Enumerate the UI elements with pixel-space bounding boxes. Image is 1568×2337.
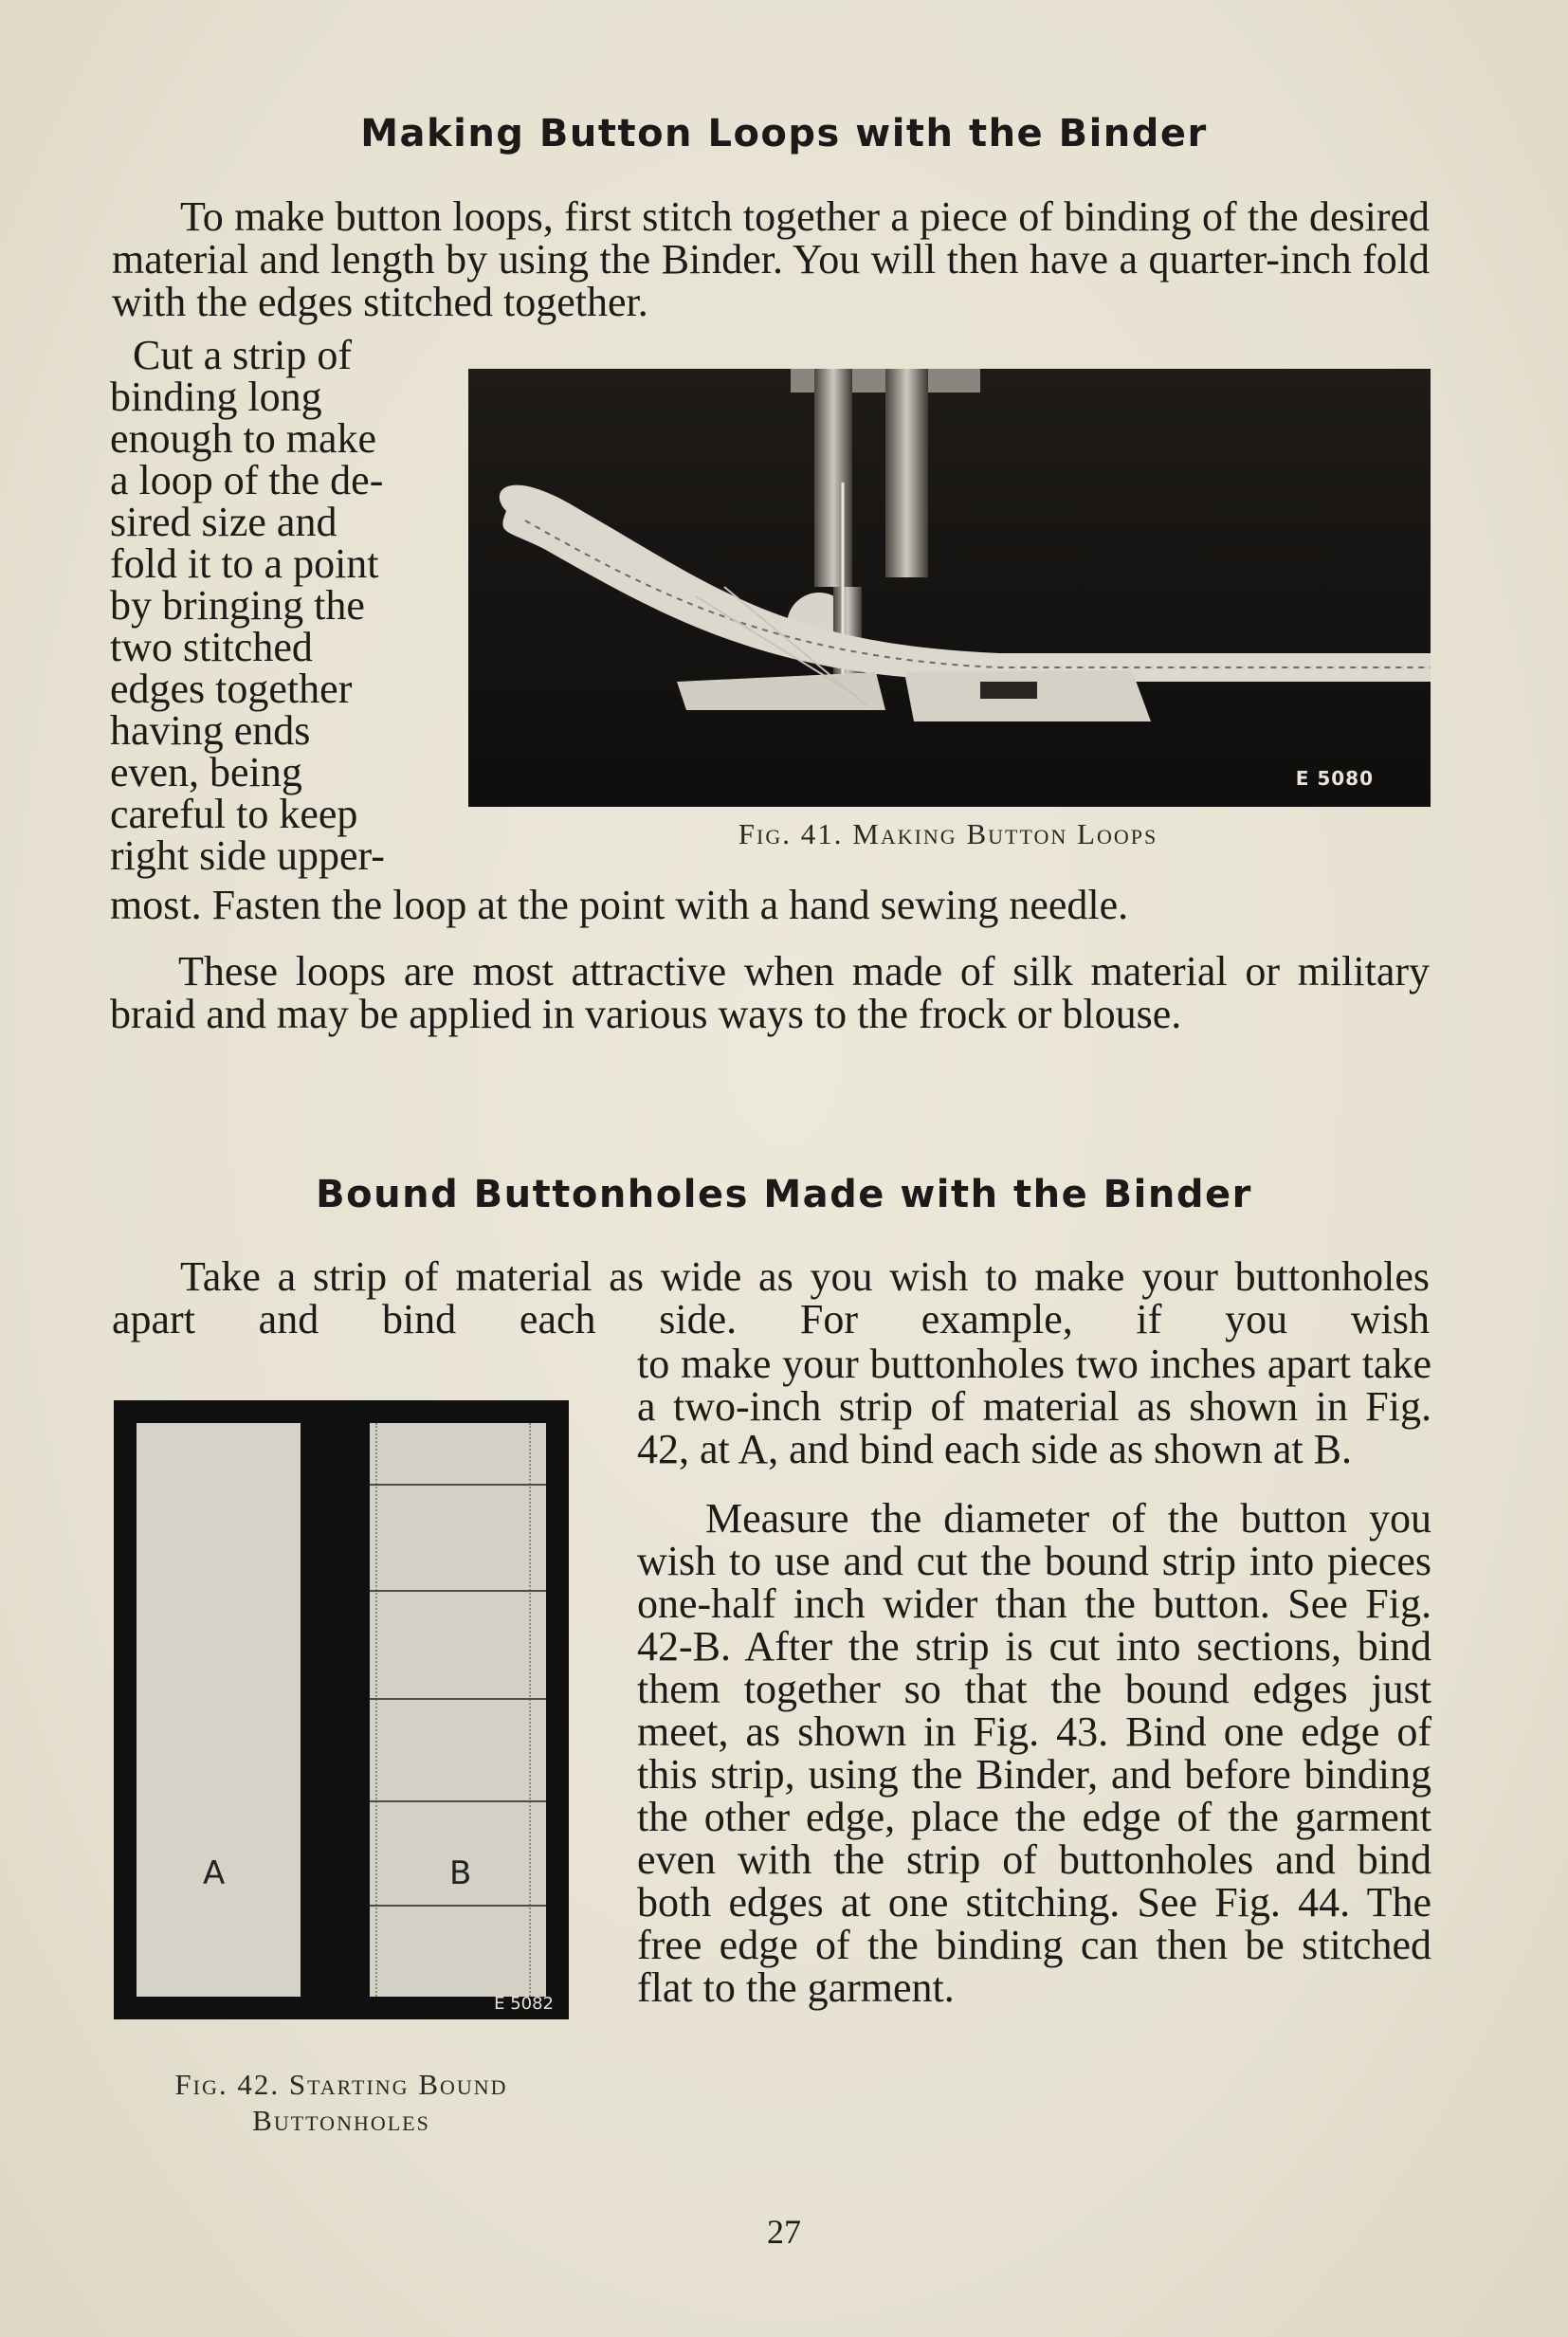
right-column-p2: Measure the diameter of the button you wish to use and cut the bound strip into pieces one-half inch wider than the button. See Fig. 42-B. After the strip is cut into sections, bind them together so that the bound edges just meet, as shown in Fig. 43. Bind one edge of this strip, using the Binder, and before binding the other edge, place the edge of the garment even with the strip of buttonholes and bind both edges at one stitching. See Fig. 44. The free edge of the binding can then be stitched flat to the garment. — [637, 1495, 1431, 2011]
figure-42-caption-line1: Fig. 42. Starting Bound — [174, 2068, 508, 2101]
side-column-line: edges together — [110, 666, 353, 712]
strip-b-cut-line — [370, 1698, 546, 1700]
section-heading-bound-buttonholes: Bound Buttonholes Made with the Binder — [316, 1173, 1252, 1216]
loops-paragraph — [110, 950, 1430, 1035]
strip-b-label: B — [449, 1854, 472, 1892]
side-column-line: Cut a strip of — [133, 332, 352, 378]
side-column-line: by bringing the — [110, 582, 365, 629]
side-column-line: right side upper- — [110, 832, 385, 879]
continuation-paragraph — [110, 884, 1430, 926]
section-heading-button-loops: Making Button Loops with the Binder — [360, 112, 1208, 155]
figure-41-caption: Fig. 41. Making Button Loops — [738, 817, 1158, 850]
figure-42-caption-line2: Buttonholes — [252, 2104, 430, 2137]
strip-b-cut-line — [370, 1590, 546, 1592]
right-column-p1: to make your buttonholes two inches apart take a two-inch strip of material as shown in Fig. 42, at A, and bind each side as shown at B. — [637, 1341, 1431, 1472]
intro-paragraph — [112, 195, 1430, 323]
side-column-text — [110, 332, 426, 879]
strip-b-cut-line — [370, 1905, 546, 1907]
strip-a — [137, 1423, 301, 1997]
figure-41-code: E 5080 — [1295, 767, 1374, 790]
page-number: 27 — [767, 2213, 801, 2251]
strip-b-cut-line — [370, 1484, 546, 1486]
strip-b-cut-line — [370, 1800, 546, 1802]
right-column — [637, 1342, 1431, 2009]
side-column-line: having ends — [110, 707, 311, 754]
loops-text: These loops are most attractive when made of silk material or military braid and may be applied in various ways to the frock or blouse. — [110, 948, 1430, 1037]
side-column-line: binding long — [110, 374, 322, 420]
figure-42-code: E 5082 — [494, 1994, 554, 2014]
figure-42-caption — [95, 2067, 588, 2139]
buttonholes-intro — [112, 1255, 1430, 1341]
sewing-machine-illustration — [468, 369, 1431, 807]
side-column-line: fold it to a point — [110, 540, 379, 587]
side-column-line: a loop of the de- — [110, 457, 384, 503]
side-column-line: sired size and — [110, 499, 337, 545]
side-column-line: careful to keep — [110, 791, 358, 837]
intro-text: To make button loops, first stitch together a piece of binding of the desired material and length by using the Binder. You will then have a quarter-inch fold with the edges stitched together. — [112, 193, 1430, 325]
figure-41-photo — [468, 369, 1431, 807]
side-column-line: enough to make — [110, 415, 377, 462]
strip-b-right-stitching — [529, 1423, 540, 1997]
continuation-text: most. Fasten the loop at the point with a hand sewing needle. — [110, 882, 1129, 928]
side-column-line: even, being — [110, 749, 302, 795]
buttonholes-intro-text: Take a strip of material as wide as you wish to make your buttonholes apart and bind each side. For example, if you wish — [112, 1253, 1430, 1342]
side-column-line: two stitched — [110, 624, 313, 670]
strip-a-label: A — [203, 1854, 226, 1892]
strip-b-left-stitching — [375, 1423, 387, 1997]
strip-b — [370, 1423, 546, 1997]
figure-42-image — [114, 1400, 569, 2019]
